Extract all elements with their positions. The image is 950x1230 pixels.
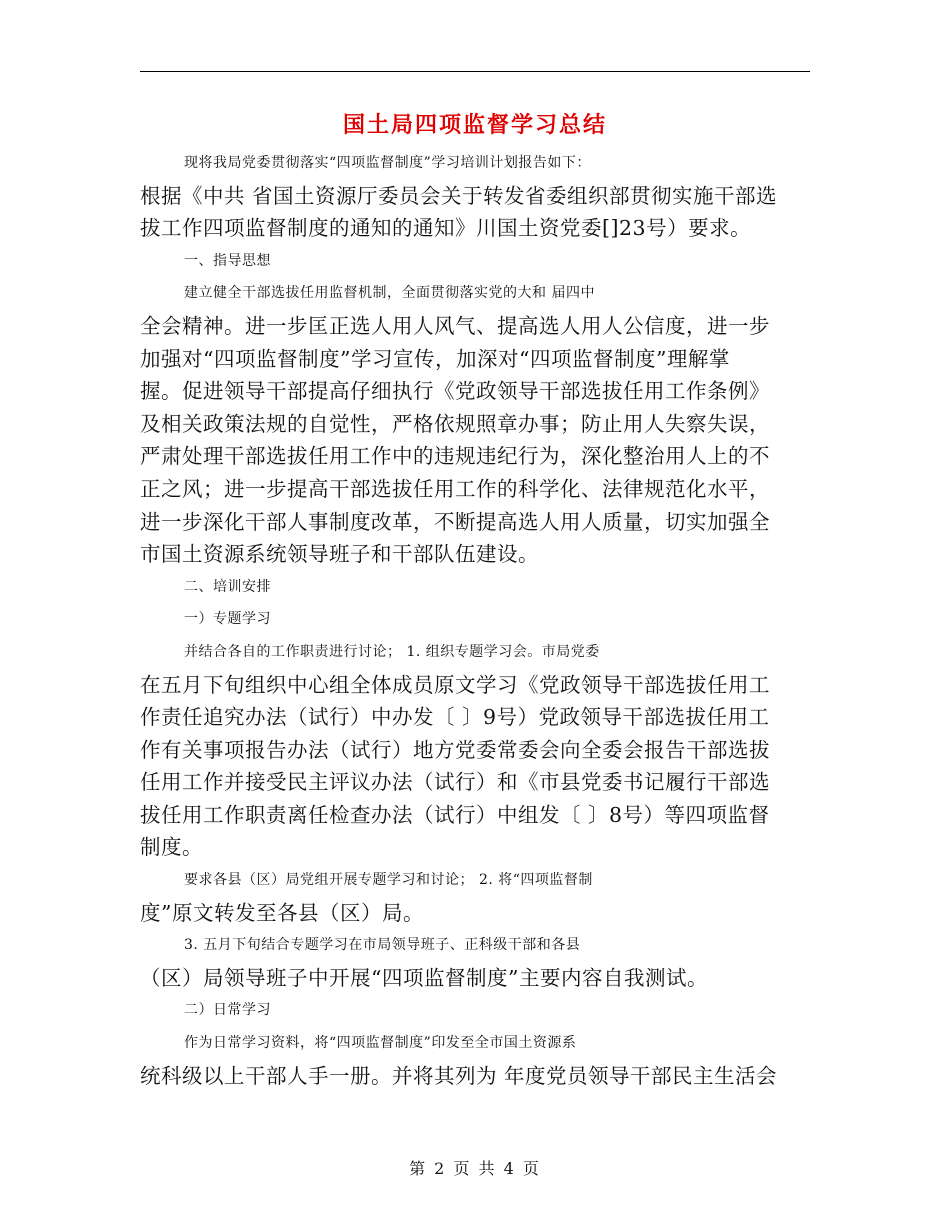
text-line: 现将我局党委贯彻落实“四项监督制度”学习培训计划报告如下： — [184, 155, 591, 171]
text-line: 建立健全干部选拔任用监督机制，全面贯彻落实党的大和 届四中 — [184, 285, 595, 302]
header-rule — [140, 71, 810, 72]
text-line: 二）日常学习 — [184, 1002, 271, 1019]
text-line: 根据《中共 省国土资源厅委员会关于转发省委组织部贯彻实施干部选 — [140, 183, 778, 208]
text-line: 正之风；进一步提高干部选拔任用工作的科学化、法律规范化水平， — [140, 476, 770, 501]
text-line: 进一步深化干部人事制度改革，不断提高选人用人质量，切实加强全 — [140, 509, 770, 534]
text-line: 一）专题学习 — [184, 611, 271, 628]
text-line: 全会精神。进一步匡正选人用人风气、提高选人用人公信度，进一步 — [140, 313, 770, 338]
text-line: 握。促进领导干部提高仔细执行《党政领导干部选拔任用工作条例》 — [140, 379, 770, 404]
text-line: 统科级以上干部人手一册。并将其列为 年度党员领导干部民主生活会 — [140, 1063, 778, 1088]
text-line: （区）局领导班子中开展“四项监督制度”主要内容自我测试。 — [140, 965, 708, 990]
text-line: 并结合各自的工作职责进行讨论； 1. 组织专题学习会。市局党委 — [184, 643, 600, 660]
text-line: 一、指导思想 — [184, 252, 271, 269]
text-line: 严肃处理干部选拔任用工作中的违规违纪行为，深化整治用人上的不 — [140, 444, 770, 469]
page-footer: 第 2 页 共 4 页 — [409, 1159, 541, 1178]
text-line: 拔任用工作职责离任检查办法（试行）中组发〔 〕8号）等四项监督 — [140, 802, 770, 827]
text-line: 任用工作并接受民主评议办法（试行）和《市县党委书记履行干部选 — [140, 770, 770, 795]
text-line: 市国土资源系统领导班子和干部队伍建设。 — [140, 542, 539, 567]
text-line: 作为日常学习资料，将“四项监督制度”印发至全市国土资源系 — [184, 1035, 577, 1052]
text-line: 3. 五月下旬结合专题学习在市局领导班子、正科级干部和各县 — [184, 937, 581, 954]
text-line: 拔工作四项监督制度的通知的通知》川国土资党委[]23号）要求。 — [140, 216, 752, 241]
text-line: 作有关事项报告办法（试行）地方党委常委会向全委会报告干部选拔 — [140, 737, 770, 762]
document-title: 国土局四项监督学习总结 — [342, 112, 607, 138]
text-line: 作责任追究办法（试行）中办发〔 〕9号）党政领导干部选拔任用工 — [140, 705, 770, 730]
text-line: 要求各县（区）局党组开展专题学习和讨论； 2. 将“四项监督制 — [184, 872, 593, 889]
document-body — [140, 147, 810, 1092]
text-line: 二、培训安排 — [184, 578, 271, 595]
text-line: 加强对“四项监督制度”学习宣传，加深对“四项监督制度”理解掌 — [140, 346, 730, 371]
text-line: 制度。 — [140, 835, 203, 860]
text-line: 在五月下旬组织中心组全体成员原文学习《党政领导干部选拔任用工 — [140, 672, 770, 697]
text-line: 度”原文转发至各县（区）局。 — [140, 900, 424, 925]
text-line: 及相关政策法规的自觉性，严格依规照章办事；防止用人失察失误， — [140, 411, 770, 436]
